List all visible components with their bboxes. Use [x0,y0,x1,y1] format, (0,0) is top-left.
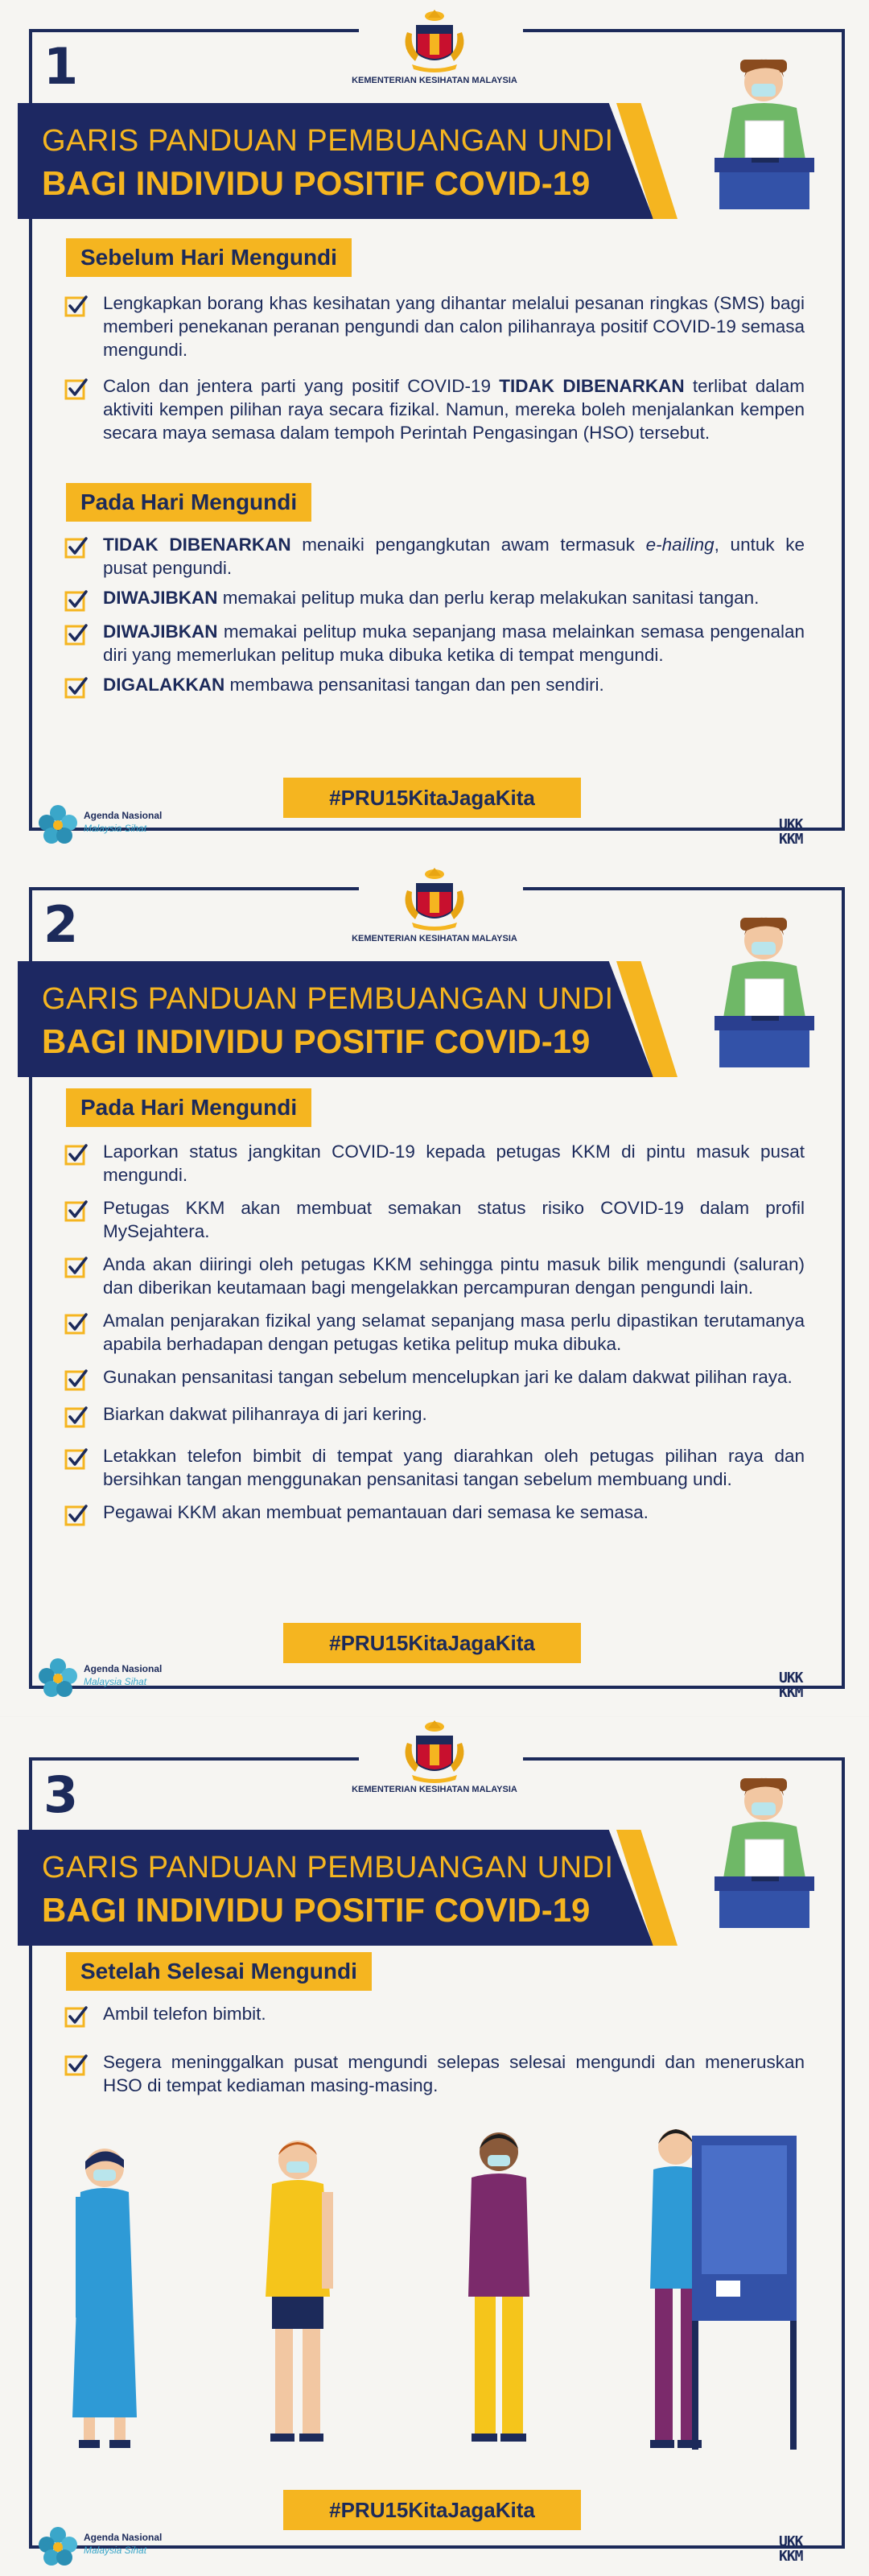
list-item: Letakkan telefon bimbit di tempat yang diarahkan oleh petugas pilihan raya dan bersihkan tangan menggunakan pensanitasi tangan sebelum membuang undi. [64,1444,805,1491]
section-label: Setelah Selesai Mengundi [66,1952,372,1991]
voter-illustration-icon [700,902,829,1071]
person-purple-shirt-icon [468,2132,529,2442]
panel-3 [0,1717,869,2576]
hashtag-badge: #PRU15KitaJagaKita [283,778,581,818]
item-text: Lengkapkan borang khas kesihatan yang dihantar melalui pesanan ringkas (SMS) bagi memberi penekanan peranan pengundi dan calon pilihanraya positif COVID-19 semasa mengundi. [103,293,805,360]
checkbox-icon [64,589,89,613]
panel-number: 3 [43,1765,79,1824]
checklist [64,2002,805,2097]
voter-illustration-icon [700,1762,829,1931]
list-item: DIWAJIBKAN memakai pelitup muka dan perlu kerap melakukan sanitasi tangan. [64,586,805,613]
checkbox-icon [64,295,89,319]
checkbox-icon [64,536,89,560]
title-banner [18,103,677,219]
list-item: DIWAJIBKAN memakai pelitup muka sepanjang masa melainkan semasa pengenalan diri yang memerlukan pelitup muka dibuka ketika di tempat mengundi. [64,620,805,667]
ministry-name: KEMENTERIAN KESIHATAN MALAYSIA [352,76,517,85]
checkbox-icon [64,1447,89,1472]
list-item: DIGALAKKAN membawa pensanitasi tangan dan pen sendiri. [64,673,805,700]
agenda-logo: Agenda Nasional Malaysia Sihat [35,802,212,847]
checklist [64,291,805,444]
ministry-name: KEMENTERIAN KESIHATAN MALAYSIA [352,1785,517,1794]
title-line-2: BAGI INDIVIDU POSITIF COVID-19 [42,1022,591,1060]
section-label: Pada Hari Mengundi [66,1088,311,1127]
list-item: Gunakan pensanitasi tangan sebelum mencelupkan jari ke dalam dakwat pilihan raya. [64,1365,805,1393]
title-banner [18,1830,677,1946]
list-item: Amalan penjarakan fizikal yang selamat sepanjang masa perlu dipastikan terutamanya apabila berhadapan dengan petugas ketika pelitup muka dibuka. [64,1309,805,1356]
crest-icon [396,8,473,74]
checkbox-icon [64,1256,89,1280]
list-item: Ambil telefon bimbit. [64,2002,805,2029]
list-item: Petugas KKM akan membuat semakan status risiko COVID-19 dalam profil MySejahtera. [64,1196,805,1243]
flower-icon [35,1655,80,1700]
ukk-logo: UKK KKM [779,816,803,848]
section-label: Sebelum Hari Mengundi [66,238,352,277]
flower-icon [35,2524,80,2569]
person-at-booth-icon [650,2129,797,2450]
checkbox-icon [64,2054,89,2078]
hashtag-badge: #PRU15KitaJagaKita [283,1623,581,1663]
checkbox-icon [64,378,89,402]
voters-queue-illustration [48,2120,821,2466]
panel-2 [0,858,869,1716]
checkbox-icon [64,676,89,700]
checkbox-icon [64,1406,89,1430]
list-item: Pegawai KKM akan membuat pemantauan dari semasa ke semasa. [64,1501,805,1528]
checkbox-icon [64,1312,89,1336]
list-item: Segera meninggalkan pusat mengundi selepas selesai mengundi dan meneruskan HSO di tempat kediaman masing-masing. [64,2050,805,2097]
checkbox-icon [64,1368,89,1393]
person-blue-dress-icon [72,2149,137,2448]
list-item: Biarkan dakwat pilihanraya di jari kering. [64,1402,805,1430]
agenda-logo: Agenda Nasional Malaysia Sihat [35,2524,212,2569]
list-item: TIDAK DIBENARKAN menaiki pengangkutan awam termasuk e-hailing, untuk ke pusat pengundi. [64,533,805,580]
checkbox-icon [64,1504,89,1528]
list-item: Calon dan jentera parti yang positif COVID-19 TIDAK DIBENARKAN terlibat dalam aktiviti kempen pilihan raya secara fizikal. Namun, mereka boleh menjalankan kempen secara maya semasa dalam tempoh Perintah Pengasingan (HSO) tersebut. [64,374,805,444]
checkbox-icon [64,623,89,647]
panel-1 [0,0,869,858]
checklist [64,1140,805,1528]
hashtag-badge: #PRU15KitaJagaKita [283,2490,581,2530]
checkbox-icon [64,1199,89,1224]
checkbox-icon [64,1143,89,1167]
title-line-1: GARIS PANDUAN PEMBUANGAN UNDI [42,124,614,158]
ukk-logo: UKK KKM [779,1670,803,1701]
ministry-name: KEMENTERIAN KESIHATAN MALAYSIA [352,934,517,943]
list-item: Laporkan status jangkitan COVID-19 kepada petugas KKM di pintu masuk pusat mengundi. [64,1140,805,1187]
checklist [64,533,805,700]
title-banner [18,961,677,1077]
panel-number: 2 [43,895,79,954]
title-line-1: GARIS PANDUAN PEMBUANGAN UNDI [42,982,614,1016]
crest-icon [396,866,473,932]
checkbox-icon [64,2005,89,2029]
agenda-logo: Agenda Nasional Malaysia Sihat [35,1655,212,1700]
list-item [64,291,805,361]
title-line-2: BAGI INDIVIDU POSITIF COVID-19 [42,164,591,202]
panel-number: 1 [43,37,79,96]
voter-illustration-icon [700,43,829,213]
crest-icon [396,1719,473,1785]
flower-icon [35,802,80,847]
ukk-logo: UKK KKM [779,2533,803,2565]
section-label: Pada Hari Mengundi [66,483,311,522]
title-line-1: GARIS PANDUAN PEMBUANGAN UNDI [42,1851,614,1885]
list-item: Anda akan diiringi oleh petugas KKM sehingga pintu masuk bilik mengundi (saluran) dan diberikan keutamaan bagi mengelakkan percampuran dengan pengundi lain. [64,1253,805,1299]
person-yellow-shirt-icon [266,2140,333,2442]
title-line-2: BAGI INDIVIDU POSITIF COVID-19 [42,1891,591,1929]
